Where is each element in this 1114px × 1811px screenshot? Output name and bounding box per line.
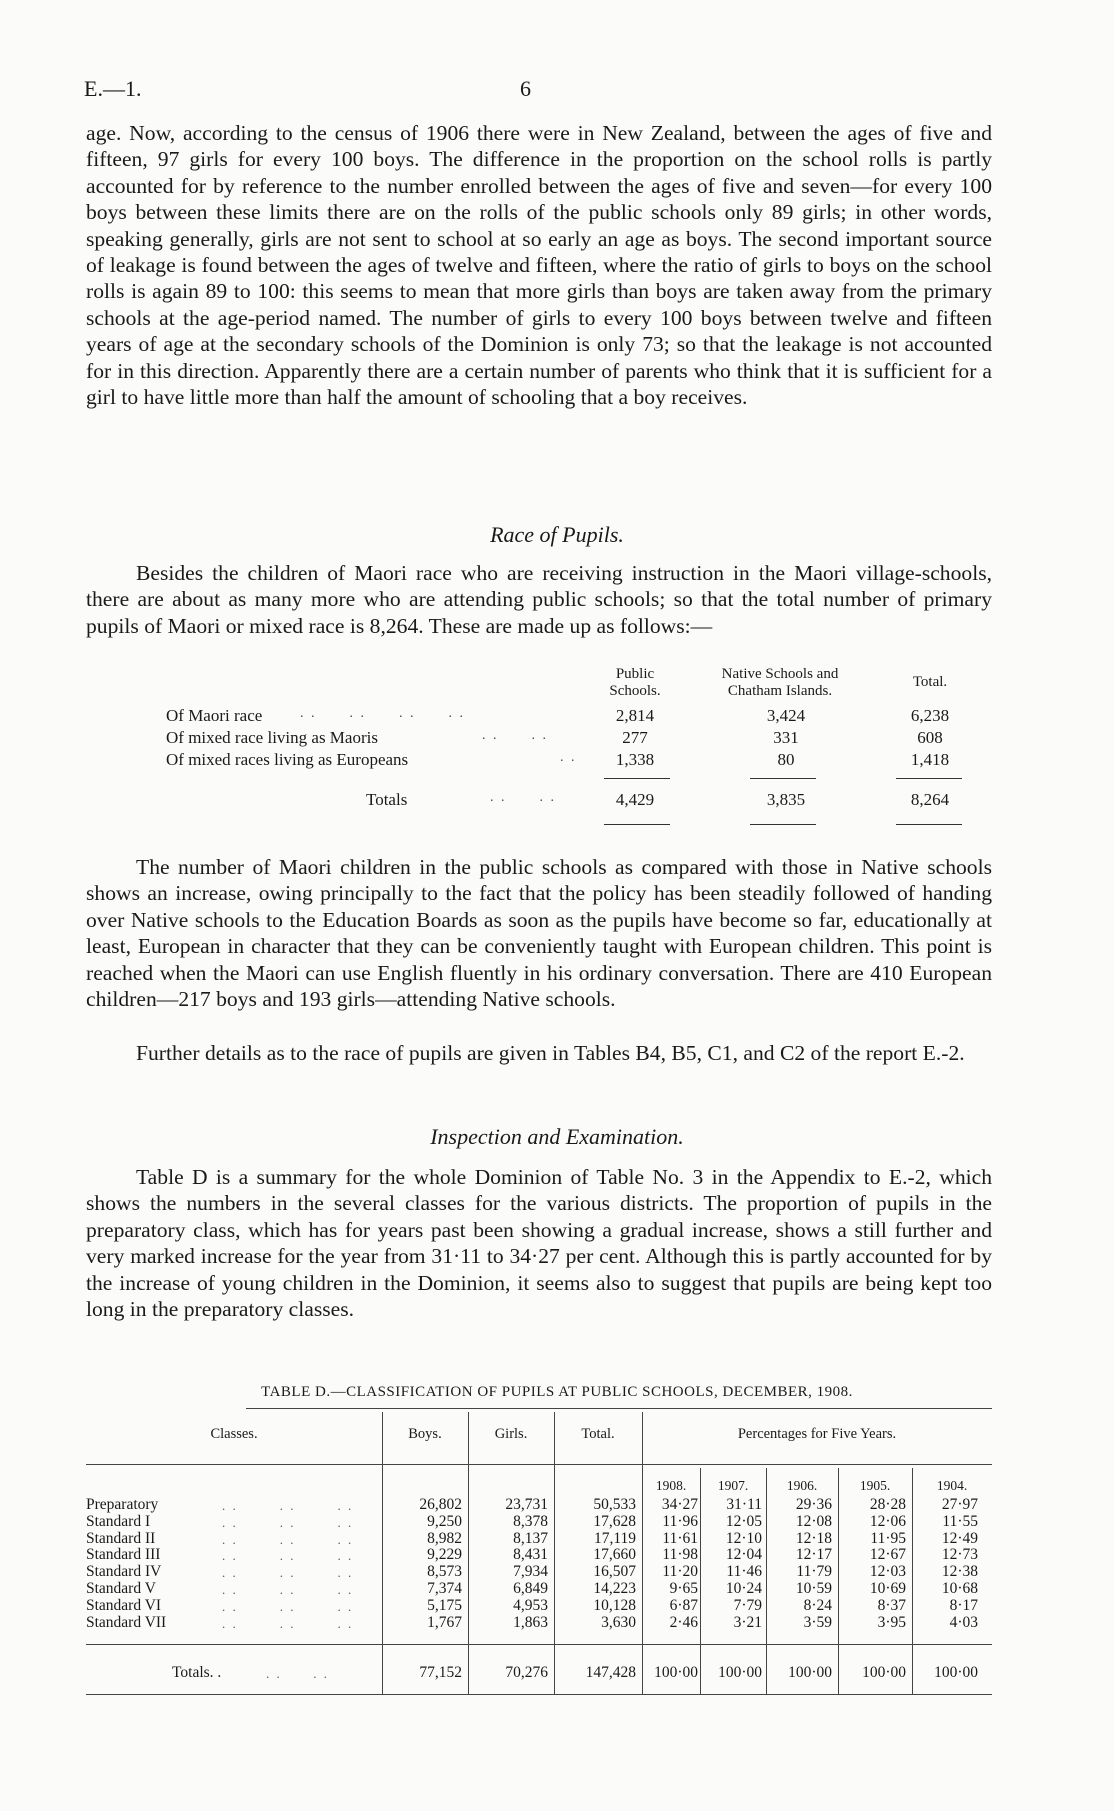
heading-race-of-pupils: Race of Pupils. xyxy=(490,522,624,547)
table-cell-pct: 3·59 xyxy=(803,1613,832,1631)
dot-leader: . . . . . . . . xyxy=(300,706,465,721)
table-cell-pct: 12·18 xyxy=(795,1529,832,1547)
table-cell-pct: 11·95 xyxy=(870,1529,906,1547)
table-cell-pct: 11·46 xyxy=(726,1563,762,1581)
table-cell-boys: 9,250 xyxy=(427,1512,462,1530)
table-cell-pct: 2·46 xyxy=(669,1613,698,1631)
year-header: 1906. xyxy=(786,1478,818,1493)
race-row: Of Maori race . . . . . . . . 2,814 3,424 6,238 xyxy=(166,706,950,725)
table-cell-girls: 1,863 xyxy=(513,1613,548,1631)
table-cell-pct: 8·37 xyxy=(877,1596,906,1614)
table-d-title: TABLE D.—CLASSIFICATION OF PUPILS AT PUBLIC SCHOOLS, DECEMBER, 1908. xyxy=(261,1384,853,1400)
rule xyxy=(896,778,962,779)
rule xyxy=(750,824,816,825)
table-cell-pct: 7·79 xyxy=(733,1596,762,1614)
dot-leader: . . . . . . xyxy=(222,1514,354,1530)
paragraph-maori-children: The number of Maori children in the public schools as compared with those in Native schools shows an increase, owing principally to the fact that the policy has been steadily followed of handing over Native schools to the Education Boards as soon as the pupils have become so far, educationally at least, European in character that they can be conveniently taught with European children. This point is reached when the Maori can use English fluently in his ordinary conversation. There are 410 European children—217 boys and 193 girls—attending Native schools. xyxy=(86,855,992,1012)
table-cell-pct: 27·97 xyxy=(941,1496,978,1513)
col-head-total: Total. xyxy=(581,1426,615,1442)
paragraph-table-d: Table D is a summary for the whole Dominion of Table No. 3 in the Appendix to E.-2, which shows the numbers in the several classes for the various districts. The proportion of pupils in the preparatory class, which has for years past been showing a gradual increase, shows a still further and very marked increase for the year from 31·11 to 34·27 per cent. Although this is partly accounted for by the increase of young children in the Dominion, it seems also to suggest that pupils are being kept too long in the preparatory classes. xyxy=(86,1165,992,1322)
col-head-percentages: Percentages for Five Years. xyxy=(737,1426,897,1442)
table-cell-girls: 7,934 xyxy=(513,1563,548,1581)
table-cell-pct: 12·05 xyxy=(725,1512,762,1530)
table-cell-boys: 1,767 xyxy=(427,1613,462,1631)
col-head-total: Total. xyxy=(912,674,948,690)
table-rule xyxy=(246,1408,992,1409)
table-cell-pct: 12·67 xyxy=(869,1546,906,1564)
totals-girls: 70,276 xyxy=(505,1664,548,1681)
table-cell-boys: 7,374 xyxy=(427,1580,462,1597)
table-cell-pct: 3·95 xyxy=(877,1613,906,1631)
table-row-label: Standard V xyxy=(86,1580,156,1597)
table-cell-pct: 12·04 xyxy=(725,1546,762,1564)
table-row-label: Standard IV xyxy=(86,1563,162,1581)
dot-leader: . . . . . . xyxy=(222,1548,354,1564)
col-head-native: Native Schools and Chatham Islands. xyxy=(721,666,839,699)
table-row-label: Preparatory xyxy=(86,1496,159,1513)
col-head-girls: Girls. xyxy=(494,1426,528,1442)
table-cell-pct: 11·55 xyxy=(942,1512,978,1530)
totals-pct: 100·00 xyxy=(788,1664,832,1681)
col-head-boys: Boys. xyxy=(408,1426,442,1442)
table-cell-total: 50,533 xyxy=(593,1496,636,1513)
col-head-classes: Classes. xyxy=(210,1426,258,1442)
table-cell-pct: 4·03 xyxy=(949,1613,978,1631)
table-cell-pct: 6·87 xyxy=(669,1596,698,1614)
table-cell-pct: 10·69 xyxy=(869,1580,906,1597)
table-cell-girls: 6,849 xyxy=(513,1580,548,1597)
table-cell-pct: 11·96 xyxy=(662,1512,698,1530)
rule xyxy=(604,778,670,779)
table-cell-total: 17,628 xyxy=(593,1512,636,1530)
totals-pct: 100·00 xyxy=(718,1664,762,1681)
table-cell-girls: 4,953 xyxy=(513,1596,548,1614)
paragraph-further-details: Further details as to the race of pupils are given in Tables B4, B5, C1, and C2 of the report E.-2. xyxy=(136,1041,965,1065)
table-rule xyxy=(86,1694,992,1695)
table-cell-total: 3,630 xyxy=(601,1613,636,1631)
table-cell-pct: 10·24 xyxy=(725,1580,762,1597)
race-totals-row: Totals . . . . 4,429 3,835 8,264 xyxy=(366,790,950,809)
table-cell-pct: 11·98 xyxy=(662,1546,698,1564)
table-cell-pct: 12·49 xyxy=(941,1529,978,1547)
year-header: 1907. xyxy=(717,1478,749,1493)
table-cell-girls: 8,378 xyxy=(513,1512,548,1530)
race-row: Of mixed races living as Europeans . . 1,338 80 1,418 xyxy=(166,750,950,769)
table-cell-pct: 12·03 xyxy=(869,1563,906,1581)
totals-pct: 100·00 xyxy=(654,1664,698,1681)
table-row-label: Standard VI xyxy=(86,1596,162,1614)
table-row-label: Standard I xyxy=(86,1512,151,1530)
table-cell-total: 14,223 xyxy=(593,1580,636,1597)
rule xyxy=(750,778,816,779)
year-header: 1904. xyxy=(936,1478,968,1493)
table-cell-pct: 34·27 xyxy=(661,1496,698,1513)
table-cell-pct: 10·59 xyxy=(795,1580,832,1597)
table-cell-pct: 9·65 xyxy=(669,1580,698,1597)
totals-total: 147,428 xyxy=(585,1664,636,1681)
table-cell-total: 16,507 xyxy=(593,1563,636,1581)
table-cell-pct: 11·20 xyxy=(662,1563,698,1581)
table-cell-pct: 12·06 xyxy=(869,1512,906,1530)
col-head-public: Public Schools. xyxy=(609,666,661,699)
totals-pct: 100·00 xyxy=(862,1664,906,1681)
table-cell-boys: 26,802 xyxy=(419,1496,462,1513)
table-row-label: Standard III xyxy=(86,1546,161,1564)
table-cell-boys: 8,573 xyxy=(427,1563,462,1581)
table-row-label: Standard II xyxy=(86,1529,156,1547)
table-cell-pct: 12·38 xyxy=(941,1563,978,1581)
dot-leader: . . . . xyxy=(490,790,556,805)
dot-leader: . . . . . . xyxy=(222,1498,354,1513)
table-cell-girls: 8,137 xyxy=(513,1529,548,1547)
table-cell-pct: 3·21 xyxy=(733,1613,762,1631)
paragraph-race-intro: Besides the children of Maori race who are receiving instruction in the Maori village-schools, there are about as many more who are attending public schools; so that the total number of primary pupils of Maori or mixed race is 8,264. These are made up as follows:— xyxy=(86,561,992,638)
table-cell-pct: 28·28 xyxy=(869,1496,906,1513)
table-cell-pct: 29·36 xyxy=(795,1496,832,1513)
table-cell-total: 17,119 xyxy=(593,1529,636,1547)
table-cell-pct: 12·17 xyxy=(795,1546,832,1564)
table-cell-pct: 8·17 xyxy=(949,1596,978,1614)
dot-leader: . . . . . . xyxy=(222,1598,354,1614)
table-cell-pct: 11·79 xyxy=(796,1563,832,1581)
table-cell-boys: 5,175 xyxy=(427,1596,462,1614)
dot-leader: . . . . . . xyxy=(222,1582,354,1597)
table-cell-pct: 12·10 xyxy=(725,1529,762,1547)
year-header: 1905. xyxy=(859,1478,891,1493)
table-cell-pct: 8·24 xyxy=(803,1596,832,1614)
heading-inspection: Inspection and Examination. xyxy=(430,1124,684,1149)
dot-leader: . . . . xyxy=(266,1666,329,1681)
totals-pct: 100·00 xyxy=(934,1664,978,1681)
table-row-label: Standard VII xyxy=(86,1613,167,1631)
paragraph-sex-proportion: age. Now, according to the census of 1906 there were in New Zealand, between the ages of five and fifteen, 97 girls for every 100 boys. The difference in the proportion on the school rolls is partly accounted for by reference to the number enrolled between the ages of five and seven—for every 100 boys between these limits there are on the rolls of the public schools only 89 girls; in other words, speaking generally, girls are not sent to school at so early an age as boys. The second important source of leakage is found between the ages of twelve and fifteen, where the ratio of girls to boys on the school rolls is again 89 to 100: this seems to mean that more girls than boys are taken away from the primary schools at the age-period named. The number of girls to every 100 boys between twelve and fifteen years of age at the secondary schools of the Dominion is only 73; so that the leakage is not accounted for in this direction. Apparently there are a certain number of parents who think that it is sufficient for a girl to have little more than half the amount of schooling that a boy receives. xyxy=(86,121,992,410)
page-reference: E.—1. xyxy=(84,76,142,101)
table-cell-boys: 9,229 xyxy=(427,1546,462,1564)
table-cell-girls: 8,431 xyxy=(513,1546,548,1564)
page-number: 6 xyxy=(520,76,531,101)
table-cell-pct: 12·73 xyxy=(941,1546,978,1564)
dot-leader: . . . . . . xyxy=(222,1565,354,1581)
dot-leader: . . . . . . xyxy=(222,1531,354,1547)
totals-boys: 77,152 xyxy=(419,1664,462,1681)
table-cell-boys: 8,982 xyxy=(427,1529,462,1547)
dot-leader: . . . . . . xyxy=(222,1615,354,1631)
table-cell-pct: 31·11 xyxy=(726,1496,762,1513)
dot-leader: . . xyxy=(560,750,577,765)
table-d xyxy=(86,1408,992,1698)
table-rule xyxy=(86,1644,992,1645)
table-cell-total: 17,660 xyxy=(593,1546,636,1564)
table-cell-pct: 11·61 xyxy=(662,1529,698,1547)
table-cell-pct: 10·68 xyxy=(941,1580,978,1597)
table-cell-total: 10,128 xyxy=(593,1596,636,1614)
race-row: Of mixed race living as Maoris . . . . 277 331 608 xyxy=(166,728,943,747)
rule xyxy=(896,824,962,825)
year-header: 1908. xyxy=(655,1478,687,1493)
table-cell-pct: 12·08 xyxy=(795,1512,832,1530)
rule xyxy=(604,824,670,825)
table-rule xyxy=(86,1464,992,1465)
totals-label: Totals. . xyxy=(172,1664,222,1681)
table-cell-girls: 23,731 xyxy=(505,1496,548,1513)
dot-leader: . . . . xyxy=(482,728,548,743)
